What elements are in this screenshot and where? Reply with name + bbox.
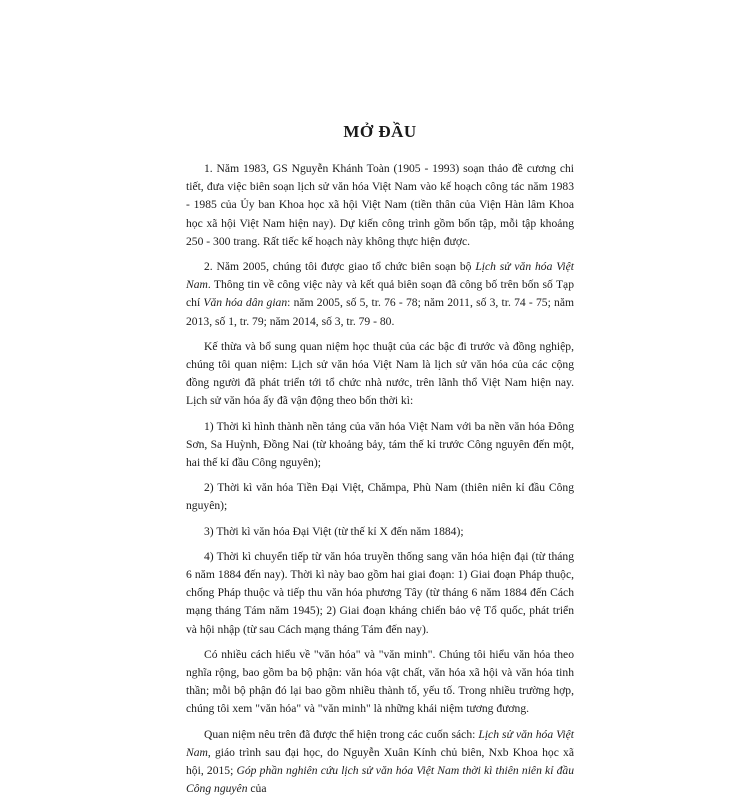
text-run: 2. Năm 2005, chúng tôi được giao tổ chức biên soạn bộ [204,260,476,274]
italic-run: Góp phần nghiên cứu lịch sử văn hóa Việt Nam thời kì thiên niên kỉ đầu Công nguyên [186,764,574,796]
italic-run: Lịch sử văn hóa Việt Nam [186,727,574,759]
text-run: 4) Thời kì chuyển tiếp từ văn hóa truyền thống sang văn hóa hiện đại (từ tháng 6 năm 1884 đến nay). Thời kì này bao gồm hai giai đoạn: 1) Giai đoạn Pháp thuộc, chống Pháp thuộc và tiếp thu văn hóa phương Tây (từ tháng 6 năm 1884 đến Cách mạng tháng Tám năm 1945); 2) Giai đoạn kháng chiến bảo vệ Tổ quốc, phát triển và hội nhập (từ sau Cách mạng tháng Tám đến nay). [186,549,574,636]
text-run: 2) Thời kì văn hóa Tiền Đại Việt, Chămpa, Phù Nam (thiên niên kỉ đầu Công nguyên); [186,481,574,513]
text-run: 1) Thời kì hình thành nền tảng của văn hóa Việt Nam với ba nền văn hóa Đông Sơn, Sa Huỳnh, Đồng Nai (từ khoảng bảy, tám thế kỉ trước Công nguyên đến một, hai thế kỉ đầu Công nguyên); [186,419,574,470]
paragraph [186,523,574,541]
paragraph [186,338,574,411]
page-body [186,160,574,806]
text-run: Quan niệm nêu trên đã được thể hiện trong các cuốn sách: [204,727,479,741]
text-run: 3) Thời kì văn hóa Đại Việt (từ thế kỉ X đến năm 1884); [204,524,464,538]
paragraph [186,548,574,639]
paragraph [186,418,574,473]
italic-run: Văn hóa dân gian [203,296,288,310]
paragraph [186,726,574,799]
paragraph [186,479,574,515]
paragraph [186,646,574,719]
text-run: của [247,782,267,796]
text-run: . Thông tin về công việc này và kết quả biên soạn đã công bố trên bốn số Tạp chí [186,278,574,310]
text-run: Có nhiều cách hiểu về "văn hóa" và "văn minh". Chúng tôi hiểu văn hóa theo nghĩa rộng, bao gồm ba bộ phận: văn hóa vật chất, văn hóa xã hội và văn hóa tinh thần; mỗi bộ phận đó lại bao gồm nhiều thành tố, yếu tố. Trong nhiều trường hợp, chúng tôi xem "văn hóa" và "văn minh" là những khái niệm tương đương. [186,647,574,716]
italic-run: Lịch sử văn hóa Việt Nam [186,260,574,292]
paragraph [186,160,574,251]
text-run: Kế thừa và bổ sung quan niệm học thuật của các bậc đi trước và đồng nghiệp, chúng tôi quan niệm: Lịch sử văn hóa Việt Nam là lịch sử văn hóa của các cộng đồng người đã phát triển tới tổ chức nhà nước, trên lãnh thổ Việt Nam hiện nay. Lịch sử văn hóa ấy đã vận động theo bốn thời kì: [186,339,574,408]
paragraph [186,258,574,331]
text-run: : năm 2005, số 5, tr. 76 - 78; năm 2011, số 3, tr. 74 - 75; năm 2013, số 1, tr. 79; năm 2014, số 3, tr. 79 - 80. [186,296,575,328]
book-page [186,0,575,796]
text-run: , giáo trình sau đại học, do Nguyễn Xuân Kính chủ biên, Nxb Khoa học xã hội, 2015; [186,745,574,778]
page-title: MỞ ĐẦU [343,122,417,141]
text-run: 1. Năm 1983, GS Nguyễn Khánh Toàn (1905 - 1993) soạn thảo đề cương chi tiết, đưa việc biên soạn lịch sử văn hóa Việt Nam vào kế hoạch công tác năm 1983 - 1985 của Ủy ban Khoa học xã hội Việt Nam (tiền thân của Viện Hàn lâm Khoa học xã hội Việt Nam hiện nay). Dự kiến công trình gồm bốn tập, mỗi tập khoảng 250 - 300 trang. Rất tiếc kế hoạch này không thực hiện được. [186,162,574,248]
